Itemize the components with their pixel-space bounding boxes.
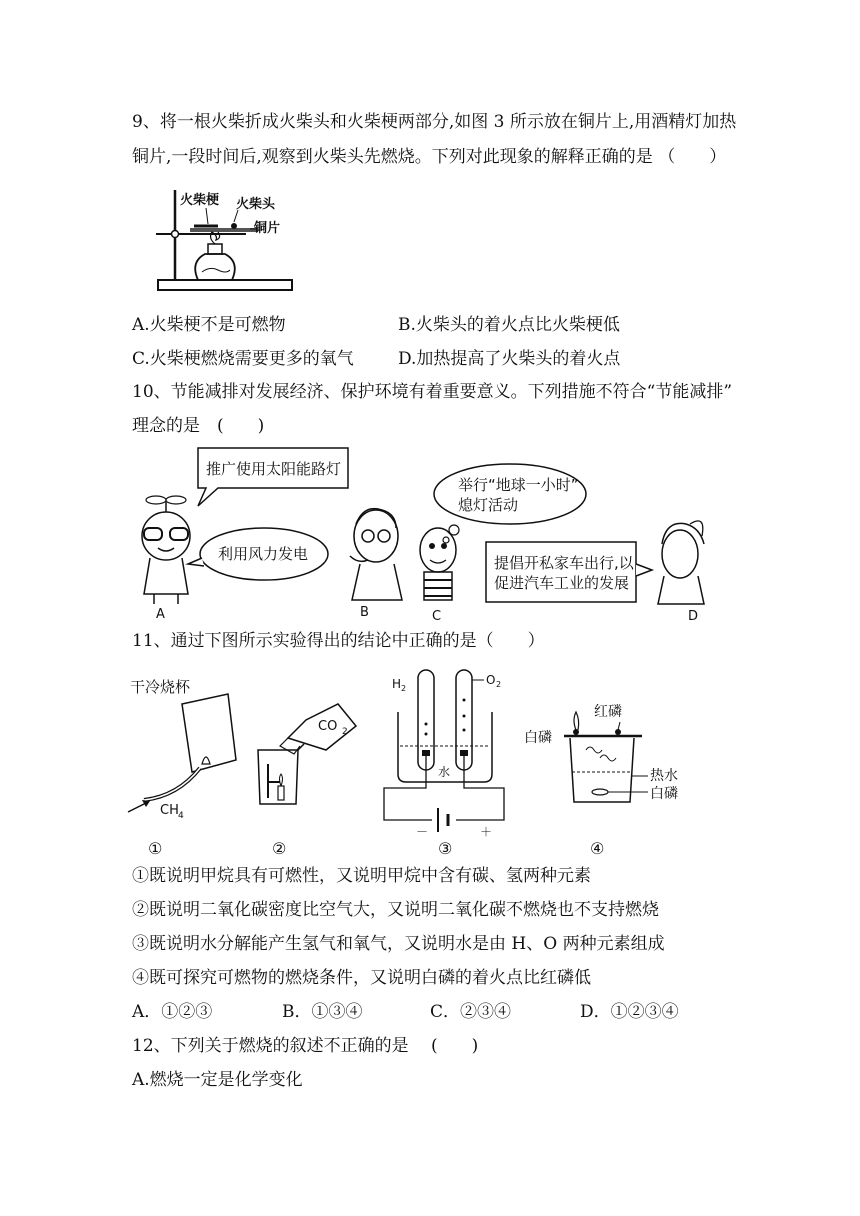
label-ch4: CH xyxy=(160,803,179,818)
q11-option-a: A．①②③ xyxy=(132,1002,213,1022)
label-o2: O xyxy=(486,673,496,687)
q11-stem: 11、通过下图所示实验得出的结论中正确的是（ ） xyxy=(132,631,545,651)
q11-statement-3: ③既说明水分解能产生氢气和氧气，又说明水是由 H、O 两种元素组成 xyxy=(132,934,665,954)
label-cold-beaker: 干冷烧杯 xyxy=(130,678,191,696)
label-match-stick: 火柴梗 xyxy=(180,193,220,208)
label-red-phosphorus: 红磷 xyxy=(594,704,622,720)
letter-c: C xyxy=(432,609,442,624)
character-b xyxy=(350,509,402,600)
label-h2: H xyxy=(392,677,402,691)
bubble-private-car-line1: 提倡开私家车出行,以 xyxy=(494,554,634,572)
label-h2-sub: 2 xyxy=(401,684,407,693)
q11-option-c: C．②③④ xyxy=(430,1002,512,1022)
label-white-phosphorus-bottom: 白磷 xyxy=(650,786,678,802)
character-d xyxy=(658,521,704,604)
label-match-head: 火柴头 xyxy=(236,197,276,212)
q11-statement-2: ②既说明二氧化碳密度比空气大，又说明二氧化碳不燃烧也不支持燃烧 xyxy=(132,900,659,920)
label-co2: CO xyxy=(318,719,338,734)
q9-stem-line1: 9、将一根火柴折成火柴头和火柴梗两部分,如图 3 所示放在铜片上,用酒精灯加热 xyxy=(132,112,737,132)
experiment-2-co2 xyxy=(258,704,356,804)
character-c xyxy=(420,528,456,600)
bubble-earth-hour-line1: 举行“地球一小时” xyxy=(458,476,579,494)
bubble-solar-streetlight: 推广使用太阳能路灯 xyxy=(206,460,342,478)
label-copper-sheet: 铜片 xyxy=(254,221,281,236)
q9-option-c: C.火柴梗燃烧需要更多的氧气 xyxy=(132,349,354,369)
label-plus: ＋ xyxy=(480,825,493,839)
q11-statement-1: ①既说明甲烷具有可燃性，又说明甲烷中含有碳、氢两种元素 xyxy=(132,866,591,886)
q11-statement-4: ④既可探究可燃物的燃烧条件，又说明白磷的着火点比红磷低 xyxy=(132,968,591,988)
label-hot-water: 热水 xyxy=(650,768,678,784)
q12-stem: 12、下列关于燃烧的叙述不正确的是 ( ) xyxy=(132,1036,479,1056)
experiment-1-methane xyxy=(128,678,236,821)
label-white-phosphorus-left: 白磷 xyxy=(524,730,552,746)
bubble-earth-hour-line2: 熄灯活动 xyxy=(458,496,519,514)
q10-figure-cartoon xyxy=(120,444,720,626)
bubble-wind-power: 利用风力发电 xyxy=(218,545,309,563)
letter-a: A xyxy=(156,607,165,622)
fig-number-1: ① xyxy=(148,839,163,858)
letter-b: B xyxy=(360,605,369,620)
q9-figure-match-experiment xyxy=(150,182,300,294)
label-co2-sub: 2 xyxy=(342,727,348,737)
fig-number-4: ④ xyxy=(590,839,605,858)
q9-stem-line2: 铜片,一段时间后,观察到火柴头先燃烧。下列对此现象的解释正确的是 （ ） xyxy=(132,147,727,167)
label-water: 水 xyxy=(438,765,451,779)
fig-number-3: ③ xyxy=(438,839,453,858)
experiment-4-phosphorus xyxy=(524,703,678,802)
q11-option-d: D．①②③④ xyxy=(580,1002,679,1022)
q10-stem-line2: 理念的是 ( ) xyxy=(132,416,265,436)
q12-option-a: A.燃烧一定是化学变化 xyxy=(132,1070,303,1090)
q9-option-a: A.火柴梗不是可燃物 xyxy=(132,315,286,335)
q9-option-d: D.加热提高了火柴头的着火点 xyxy=(398,349,621,369)
label-minus: － xyxy=(416,825,429,839)
q11-figure-experiments xyxy=(120,664,700,860)
label-o2-sub: 2 xyxy=(496,680,502,689)
label-ch4-sub: 4 xyxy=(178,811,184,821)
q9-option-b: B.火柴头的着火点比火柴梗低 xyxy=(398,315,620,335)
fig-number-2: ② xyxy=(272,839,287,858)
character-a xyxy=(142,496,190,604)
q11-option-b: B．①③④ xyxy=(282,1002,363,1022)
bubble-private-car-line2: 促进汽车工业的发展 xyxy=(494,574,630,592)
experiment-3-electrolysis xyxy=(384,670,504,839)
letter-d: D xyxy=(688,609,699,624)
q10-stem-line1: 10、节能减排对发展经济、保护环境有着重要意义。下列措施不符合“节能减排” xyxy=(132,382,733,402)
